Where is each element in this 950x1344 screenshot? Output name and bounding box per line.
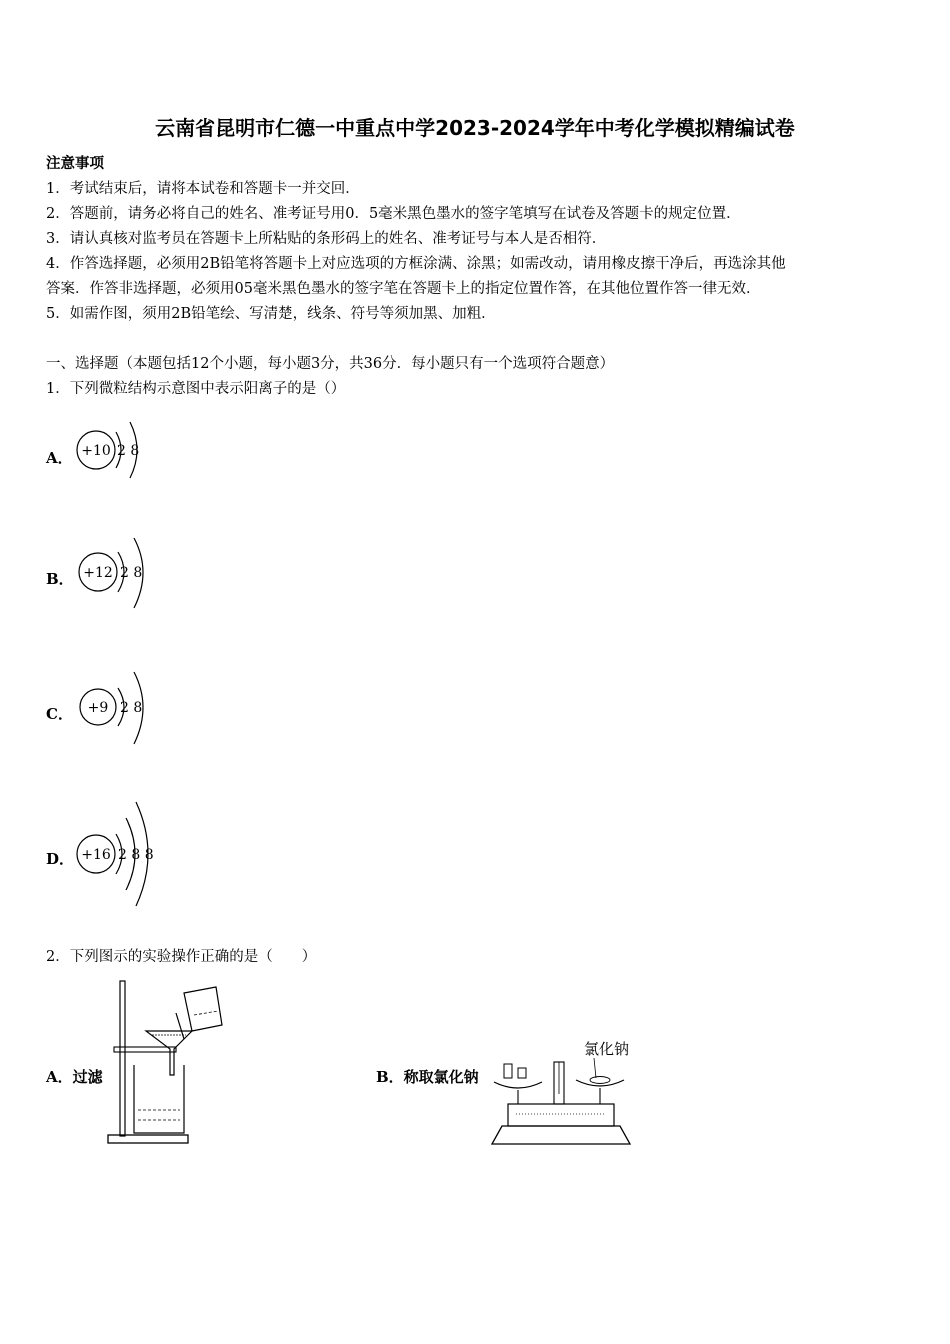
nucleus-charge: +10	[81, 443, 111, 459]
salt-pile	[590, 1077, 610, 1084]
notice-heading: 注意事项	[46, 155, 104, 172]
stand-rod	[120, 981, 125, 1136]
notice-item-4-cont: 答案．作答非选择题，必须用05毫米黑色墨水的签字笔在答题卡上的指定位置作答，在其他位置作答一律无效．	[46, 281, 761, 297]
notice-item-1: 1．考试结束后，请将本试卷和答题卡一并交回．	[46, 181, 360, 197]
balance-body	[508, 1104, 614, 1126]
nucleus-charge: +9	[87, 700, 109, 716]
q1-option-c-label: C．	[46, 705, 73, 723]
balance-base	[492, 1126, 630, 1144]
q1-option-a-label: A．	[46, 449, 73, 467]
q1-option-b-label: B．	[46, 570, 74, 588]
section-heading: 一、选择题（本题包括12个小题，每小题3分，共36分．每小题只有一个选项符合题意）	[46, 356, 615, 372]
pouring-liquid	[194, 1011, 218, 1015]
atom-diagram-c	[76, 666, 186, 750]
electron-counts: 2 8	[120, 565, 143, 581]
notice-item-3: 3．请认真核对监考员在答题卡上所粘贴的条形码上的姓名、准考证号与本人是否相符．	[46, 231, 607, 247]
electron-counts: 2 8	[120, 700, 143, 716]
question-2-stem: 2．下列图示的实验操作正确的是（ ）	[46, 949, 317, 965]
atom-diagram-b	[74, 532, 184, 616]
question-1-stem: 1．下列微粒结构示意图中表示阳离子的是（）	[46, 381, 346, 397]
notice-item-2: 2．答题前，请务必将自己的姓名、准考证号用0．5毫米黑色墨水的签字笔填写在试卷及答题卡的规定位置．	[46, 206, 741, 222]
q1-option-d-label: D．	[46, 850, 75, 868]
page-title: 云南省昆明市仁德一中重点中学2023-2024学年中考化学模拟精编试卷	[155, 116, 795, 140]
nucleus-charge: +12	[83, 565, 113, 581]
funnel	[146, 1031, 192, 1075]
atom-diagram-d	[74, 796, 194, 908]
electron-counts: 2 8	[117, 443, 140, 459]
beaker	[134, 1065, 184, 1133]
q2-option-b-label: B．称取氯化钠	[376, 1068, 479, 1086]
ring-clamp	[114, 1047, 176, 1052]
q2-option-a-label: A．过滤	[46, 1068, 103, 1086]
label-pointer	[594, 1058, 596, 1078]
nucleus-charge: +16	[81, 847, 111, 863]
weight-2	[518, 1068, 526, 1078]
balance-figure	[488, 1034, 638, 1149]
electron-counts: 2 8 8	[118, 847, 154, 863]
balance-substance-label: 氯化钠	[584, 1040, 630, 1058]
pouring-beaker	[184, 987, 222, 1031]
weight-1	[504, 1064, 512, 1078]
notice-item-5: 5．如需作图，须用2B铅笔绘、写清楚，线条、符号等须加黑、加粗．	[46, 306, 496, 322]
notice-item-4: 4．作答选择题，必须用2B铅笔将答题卡上对应选项的方框涂满、涂黑；如需改动，请用橡皮擦干净后，再选涂其他	[46, 256, 786, 272]
atom-diagram-a	[72, 412, 182, 492]
filtration-apparatus-figure	[104, 975, 229, 1150]
right-pan	[576, 1080, 624, 1086]
left-pan	[494, 1082, 542, 1088]
